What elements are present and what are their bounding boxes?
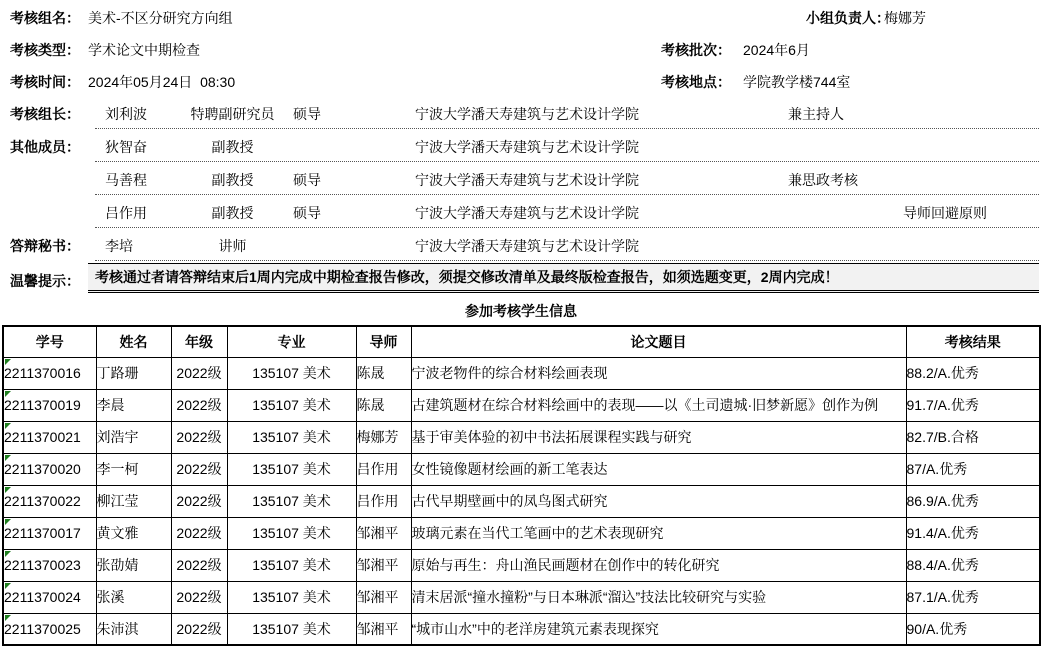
cell-advisor: 邹湘平 <box>356 613 411 645</box>
cell-result: 87.1/A.优秀 <box>906 581 1040 613</box>
cell-thesis-title: 女性镜像题材绘画的新工笔表达 <box>411 453 906 485</box>
cell-thesis-title: 清末居派“撞水撞粉”与日本琳派“溜込”技法比较研究与实验 <box>411 581 906 613</box>
table-row <box>3 581 1040 613</box>
cell-major: 135107 美术 <box>227 517 356 549</box>
cell-grade: 2022级 <box>171 453 227 485</box>
committee-member-row <box>0 96 1042 129</box>
green-corner-marker-icon <box>5 391 11 397</box>
table-row <box>3 421 1040 453</box>
table-row <box>3 357 1040 389</box>
cell-advisor: 邹湘平 <box>356 581 411 613</box>
table-title: 参加考核学生信息 <box>465 303 577 319</box>
header-form <box>0 0 1042 96</box>
member-name: 李培 <box>105 238 133 254</box>
committee-member-row <box>0 228 1042 261</box>
cell-grade: 2022级 <box>171 485 227 517</box>
cell-major: 135107 美术 <box>227 485 356 517</box>
table-header-row <box>3 326 1040 357</box>
green-corner-marker-icon <box>5 583 11 589</box>
cell-major: 135107 美术 <box>227 421 356 453</box>
member-title: 副教授 <box>211 139 254 155</box>
field-value: 美术-不区分研究方向组 <box>88 10 233 26</box>
tip-text: 考核通过者请答辩结束后1周内完成中期检查报告修改，须提交修改清单及最终版检查报告，如须选题变更，2周内完成！ <box>95 269 839 285</box>
member-mentor-qualification: 硕导 <box>293 205 321 221</box>
cell-student-id: 2211370025 <box>3 613 96 645</box>
member-organization: 宁波大学潘天寿建筑与艺术设计学院 <box>415 172 639 188</box>
member-organization: 宁波大学潘天寿建筑与艺术设计学院 <box>415 106 639 122</box>
cell-result: 86.9/A.优秀 <box>906 485 1040 517</box>
cell-student-id: 2211370024 <box>3 581 96 613</box>
cell-name: 丁路珊 <box>96 357 171 389</box>
cell-student-id: 2211370019 <box>3 389 96 421</box>
tip-row <box>0 263 1042 297</box>
cell-grade: 2022级 <box>171 613 227 645</box>
member-extra-role: 兼思政考核 <box>788 172 858 188</box>
column-header-name: 姓名 <box>96 326 171 357</box>
cell-grade: 2022级 <box>171 389 227 421</box>
students-table <box>2 325 1041 646</box>
cell-name: 李一柯 <box>96 453 171 485</box>
cell-result: 88.2/A.优秀 <box>906 357 1040 389</box>
member-extra-role: 兼主持人 <box>788 106 844 122</box>
green-corner-marker-icon <box>5 615 11 621</box>
tip-label: 温馨提示： <box>10 273 80 289</box>
member-name: 狄智奋 <box>105 139 147 155</box>
member-title: 讲师 <box>218 238 247 254</box>
committee-panel <box>0 96 1042 261</box>
cell-thesis-title: “城市山水”中的老洋房建筑元素表现探究 <box>411 613 906 645</box>
member-title: 特聘副研究员 <box>190 106 275 122</box>
field-label: 考核批次： <box>661 42 731 58</box>
committee-member-row <box>0 195 1042 228</box>
field-label: 考核时间： <box>10 74 80 90</box>
cell-student-id: 2211370017 <box>3 517 96 549</box>
form-row <box>0 0 1042 32</box>
cell-grade: 2022级 <box>171 357 227 389</box>
cell-student-id: 2211370022 <box>3 485 96 517</box>
cell-thesis-title: 古代早期壁画中的凤鸟图式研究 <box>411 485 906 517</box>
member-note: 导师回避原则 <box>903 205 987 221</box>
cell-name: 刘浩宇 <box>96 421 171 453</box>
cell-advisor: 梅娜芳 <box>356 421 411 453</box>
cell-advisor: 吕作用 <box>356 453 411 485</box>
cell-student-id: 2211370021 <box>3 421 96 453</box>
field-label: 考核组名： <box>10 10 80 26</box>
cell-major: 135107 美术 <box>227 581 356 613</box>
cell-advisor: 邹湘平 <box>356 549 411 581</box>
field-label: 考核地点： <box>661 74 731 90</box>
table-row <box>3 517 1040 549</box>
column-header-major: 专业 <box>227 326 356 357</box>
cell-thesis-title: 玻璃元素在当代工笔画中的艺术表现研究 <box>411 517 906 549</box>
field-label: 考核类型： <box>10 42 80 58</box>
cell-advisor: 邹湘平 <box>356 517 411 549</box>
cell-name: 黄文雅 <box>96 517 171 549</box>
member-organization: 宁波大学潘天寿建筑与艺术设计学院 <box>415 205 639 221</box>
member-row-label: 其他成员： <box>10 139 80 155</box>
field-value: 2024年05月24日 08:30 <box>88 74 236 90</box>
cell-result: 91.7/A.优秀 <box>906 389 1040 421</box>
cell-thesis-title: 古建筑题材在综合材料绘画中的表现——以《土司遗城·旧梦新愿》创作为例 <box>411 389 906 421</box>
member-title: 副教授 <box>211 172 254 188</box>
field-value: 2024年6月 <box>743 42 810 58</box>
cell-result: 90/A.优秀 <box>906 613 1040 645</box>
committee-member-row <box>0 162 1042 195</box>
cell-major: 135107 美术 <box>227 549 356 581</box>
green-corner-marker-icon <box>5 359 11 365</box>
cell-student-id: 2211370020 <box>3 453 96 485</box>
cell-grade: 2022级 <box>171 421 227 453</box>
cell-advisor: 陈晟 <box>356 389 411 421</box>
table-row <box>3 549 1040 581</box>
cell-student-id: 2211370016 <box>3 357 96 389</box>
table-row <box>3 453 1040 485</box>
cell-result: 91.4/A.优秀 <box>906 517 1040 549</box>
green-corner-marker-icon <box>5 455 11 461</box>
cell-name: 李晨 <box>96 389 171 421</box>
cell-name: 柳江莹 <box>96 485 171 517</box>
form-row <box>0 32 1042 64</box>
member-name: 刘利波 <box>105 106 147 122</box>
dotted-divider <box>95 260 1039 261</box>
cell-advisor: 陈晟 <box>356 357 411 389</box>
cell-result: 88.4/A.优秀 <box>906 549 1040 581</box>
cell-grade: 2022级 <box>171 549 227 581</box>
column-header-result: 考核结果 <box>906 326 1040 357</box>
cell-grade: 2022级 <box>171 581 227 613</box>
cell-major: 135107 美术 <box>227 453 356 485</box>
table-row <box>3 485 1040 517</box>
table-row <box>3 613 1040 645</box>
member-name: 马善程 <box>105 172 147 188</box>
green-corner-marker-icon <box>5 551 11 557</box>
field-value: 学院教学楼744室 <box>743 74 851 90</box>
member-title: 副教授 <box>211 205 254 221</box>
field-value: 梅娜芳 <box>884 10 926 26</box>
tip-box <box>88 263 1039 293</box>
member-name: 吕作用 <box>105 205 147 221</box>
column-header-advisor: 导师 <box>356 326 411 357</box>
cell-result: 82.7/B.合格 <box>906 421 1040 453</box>
member-mentor-qualification: 硕导 <box>293 172 321 188</box>
field-value: 学术论文中期检查 <box>88 42 200 58</box>
member-row-label: 答辩秘书： <box>10 238 80 254</box>
cell-major: 135107 美术 <box>227 389 356 421</box>
cell-advisor: 吕作用 <box>356 485 411 517</box>
member-mentor-qualification: 硕导 <box>293 106 321 122</box>
cell-result: 87/A.优秀 <box>906 453 1040 485</box>
member-row-label: 考核组长： <box>10 106 80 122</box>
member-organization: 宁波大学潘天寿建筑与艺术设计学院 <box>415 139 639 155</box>
cell-major: 135107 美术 <box>227 357 356 389</box>
field-label: 小组负责人： <box>806 10 890 26</box>
cell-grade: 2022级 <box>171 517 227 549</box>
cell-major: 135107 美术 <box>227 613 356 645</box>
green-corner-marker-icon <box>5 487 11 493</box>
cell-name: 朱沛淇 <box>96 613 171 645</box>
cell-thesis-title: 宁波老物件的综合材料绘画表现 <box>411 357 906 389</box>
committee-member-row <box>0 129 1042 162</box>
table-row <box>3 389 1040 421</box>
cell-thesis-title: 基于审美体验的初中书法拓展课程实践与研究 <box>411 421 906 453</box>
column-header-grade: 年级 <box>171 326 227 357</box>
column-header-student-id: 学号 <box>3 326 96 357</box>
member-organization: 宁波大学潘天寿建筑与艺术设计学院 <box>415 238 639 254</box>
column-header-thesis-title: 论文题目 <box>411 326 906 357</box>
cell-student-id: 2211370023 <box>3 549 96 581</box>
form-row <box>0 64 1042 96</box>
cell-name: 张溪 <box>96 581 171 613</box>
cell-name: 张劭婧 <box>96 549 171 581</box>
green-corner-marker-icon <box>5 423 11 429</box>
green-corner-marker-icon <box>5 519 11 525</box>
cell-thesis-title: 原始与再生：舟山渔民画题材在创作中的转化研究 <box>411 549 906 581</box>
